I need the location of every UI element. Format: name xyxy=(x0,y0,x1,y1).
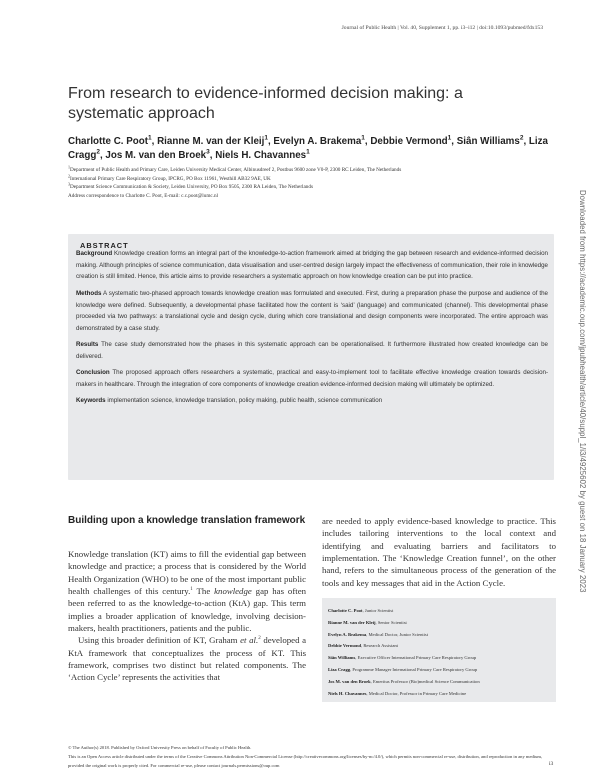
author-affiliation-mark: 1 xyxy=(148,134,152,142)
footer xyxy=(68,743,544,770)
author-affiliation-mark: 1 xyxy=(447,134,452,142)
keywords-text: implementation science, knowledge translation, policy making, public health, science communication xyxy=(107,397,383,404)
background-label: Background xyxy=(76,250,113,257)
correspondence: Address correspondence to Charlotte C. Poot, E-mail: c.c.poot@lumc.nl xyxy=(68,192,218,199)
results-label: Results xyxy=(76,341,99,348)
abstract-results xyxy=(76,339,548,362)
affiliation-item: $^3$Department Science Communication & Society, Leiden University, PO Box 9505, 2300 RA Leiden, The Netherlands xyxy=(68,181,313,191)
results-text: The case study demonstrated how the phases in this systematic approach can be operationalised. It furthermore illustrated how created knowledge can be delivered. xyxy=(76,341,548,360)
author-affiliation-mark: 1 xyxy=(361,134,365,142)
author-role-item: Siân Williams, Executive Officer International Primary Care Respiratory Group xyxy=(328,655,477,661)
affiliation-item: $^2$International Primary Care Respiratory Group, IPCRG, PO Box 11961, Westhill AB32 9AE, UK xyxy=(68,172,271,182)
article-title: From research to evidence-informed decision making: a systematic approach xyxy=(68,85,463,122)
author-name: Rianne M. van der Kleij xyxy=(157,136,265,147)
author-affiliation-mark: 1 xyxy=(264,134,268,142)
body-paragraph-1: Knowledge translation (KT) aims to fill the evidential gap between knowledge and practice; a process that is considered by the World Health Organization (WHO) to be one of the most important public health challenges of this century.$^1$ The knowledge gap has often been referred to as the knowledge-to-action (KtA) gap. This term implies a broader application of knowledge, involving decision-makers, health practitioners, patients and the public. xyxy=(68,549,306,634)
author-affiliation-mark: 2 xyxy=(96,148,100,156)
author-role-item: Rianne M. van der Kleij, Senior Scientist xyxy=(328,619,407,625)
abstract-methods xyxy=(76,288,548,334)
author-name: Liza Cragg xyxy=(68,136,548,161)
author-role-item: Jos M. van den Broek, Emeritus Professor (Bio)medical Science Communication xyxy=(328,678,480,684)
abstract-background xyxy=(76,248,548,283)
author-name: Jos M. van den Broek xyxy=(105,149,207,161)
body-paragraph-3: are needed to apply evidence-based knowledge to practice. This includes tailoring interventions to the local context and identifying and evaluating barriers and facilitators to implementation. The ‘Knowledge Creation funnel’, on the other hand, refers to the simultaneous process of the generation of the tools and key messages that aid in the Action Cycle. xyxy=(322,516,556,588)
download-watermark xyxy=(578,190,588,775)
abstract-conclusion xyxy=(76,367,548,390)
page-number: i3 xyxy=(549,761,554,767)
methods-text: A systematic two-phased approach towards knowledge creation was formulated and executed. First, during a preparation phase the purpose and audience of the knowledge were defined. Subsequently, a developmental phase facilitated how the content is ‘said’ (language) and communicated (channel). This developmental phase proceeded via two pathways: a translational cycle and design cycle, during which core translational and design components were incorporated. The entire approach was demonstrated by a case study. xyxy=(76,290,548,332)
author-role-item: Charlotte C. Poot, Junior Scientist xyxy=(328,608,394,613)
conclusion-label: Conclusion xyxy=(76,369,110,376)
author-list: Charlotte C. Poot$^1$, Rianne M. van der Kleij$^1$, Evelyn A. Brakema$^1$, Debbie Vermond$^1$, Siân Williams$^2$, Liza Cragg$^2$, Jos M. van den Broek$^3$, Niels H. Chavannes$^1$ xyxy=(68,134,548,161)
author-name: Niels H. Chavannes xyxy=(215,149,307,161)
author-role-item: Debbie Vermond, Research Assistant xyxy=(328,643,398,649)
author-role-item: Niels H. Chavannes, Medical Doctor, Professor in Primary Care Medicine xyxy=(328,690,467,696)
author-affiliation-mark: 1 xyxy=(306,148,310,156)
abstract-heading: ABSTRACT xyxy=(80,241,129,250)
copyright-line: © The Author(s) 2018. Published by Oxford University Press on behalf of Faculty of Public Health. xyxy=(68,745,252,750)
body-paragraph-2: Using this broader definition of KT, Graham et al.$^2$ developed a KtA framework that conceptualizes the process of KT. This framework, comprises two distinct but related components. The ‘Action Cycle’ represents the activities that xyxy=(68,635,307,683)
affiliation-item: $^1$Department of Public Health and Primary Care, Leiden University Medical Center, Albinusdreef 2, Postbus 9600 zone V0-P, 2300 RC Leiden, The Netherlands xyxy=(68,164,402,173)
author-role-item: Evelyn A. Brakema, Medical Doctor, Junior Scientist xyxy=(328,631,428,637)
author-affiliation-mark: 3 xyxy=(206,148,210,156)
author-name: Debbie Vermond xyxy=(370,136,448,147)
author-name: Evelyn A. Brakema xyxy=(273,136,362,147)
conclusion-text: The proposed approach offers researchers a systematic, practical and easy-to-implement tool to facilitate effective knowledge creation towards decision-makers in healthcare. Through the integration of core components of knowledge creation evidence-informed decision making will ultimately be optimized. xyxy=(76,369,549,388)
author-name: Charlotte C. Poot xyxy=(68,136,149,147)
section-heading: Building upon a knowledge translation framework xyxy=(68,515,306,526)
keywords-label: Keywords xyxy=(76,397,106,404)
methods-label: Methods xyxy=(76,290,102,297)
affiliations xyxy=(68,166,548,200)
abstract-keywords xyxy=(76,395,548,407)
journal-header: Journal of Public Health | Vol. 40, Supplement 1, pp. i3–i12 | doi:10.1093/pubmed/fdx153 xyxy=(341,25,543,31)
author-name: Siân Williams xyxy=(456,136,520,147)
author-affiliation-mark: 2 xyxy=(519,134,524,142)
license-link[interactable]: http://creativecommons.org/licenses/by-nc/4.0/ xyxy=(295,754,382,759)
download-watermark-text: Downloaded from https://academic.oup.com/jpubhealth/article/40/suppl_1/i3/4925602 by guest on 18 January 2023 xyxy=(578,190,587,593)
left-column xyxy=(68,548,306,684)
right-column xyxy=(322,515,556,589)
author-roles-list xyxy=(328,605,554,699)
background-text: Knowledge creation forms an integral part of the knowledge-to-action framework aimed at bridging the gap between research and evidence-informed decision making. Although principles of science communication, data visualisation and user-centred design largely impact the effectiveness of communication, their role in knowledge creation is still limited. Hence, this article aims to provide researchers a systematic approach on how knowledge creation can be put into practice. xyxy=(76,250,548,281)
author-role-item: Liza Cragg, Programme Manager International Primary Care Respiratory Group xyxy=(328,666,478,672)
license-text: This is an Open Access article distributed under the terms of the Creative Commons Attribution Non-Commercial License (http://creativecommons.org/licenses/by-nc/4.0/), which permits non-commercial re-use, distribution, and reproduction in any medium, provided the original work is properly cited. For commercial re-use, please contact journals.permissions@oup.com xyxy=(68,754,543,768)
